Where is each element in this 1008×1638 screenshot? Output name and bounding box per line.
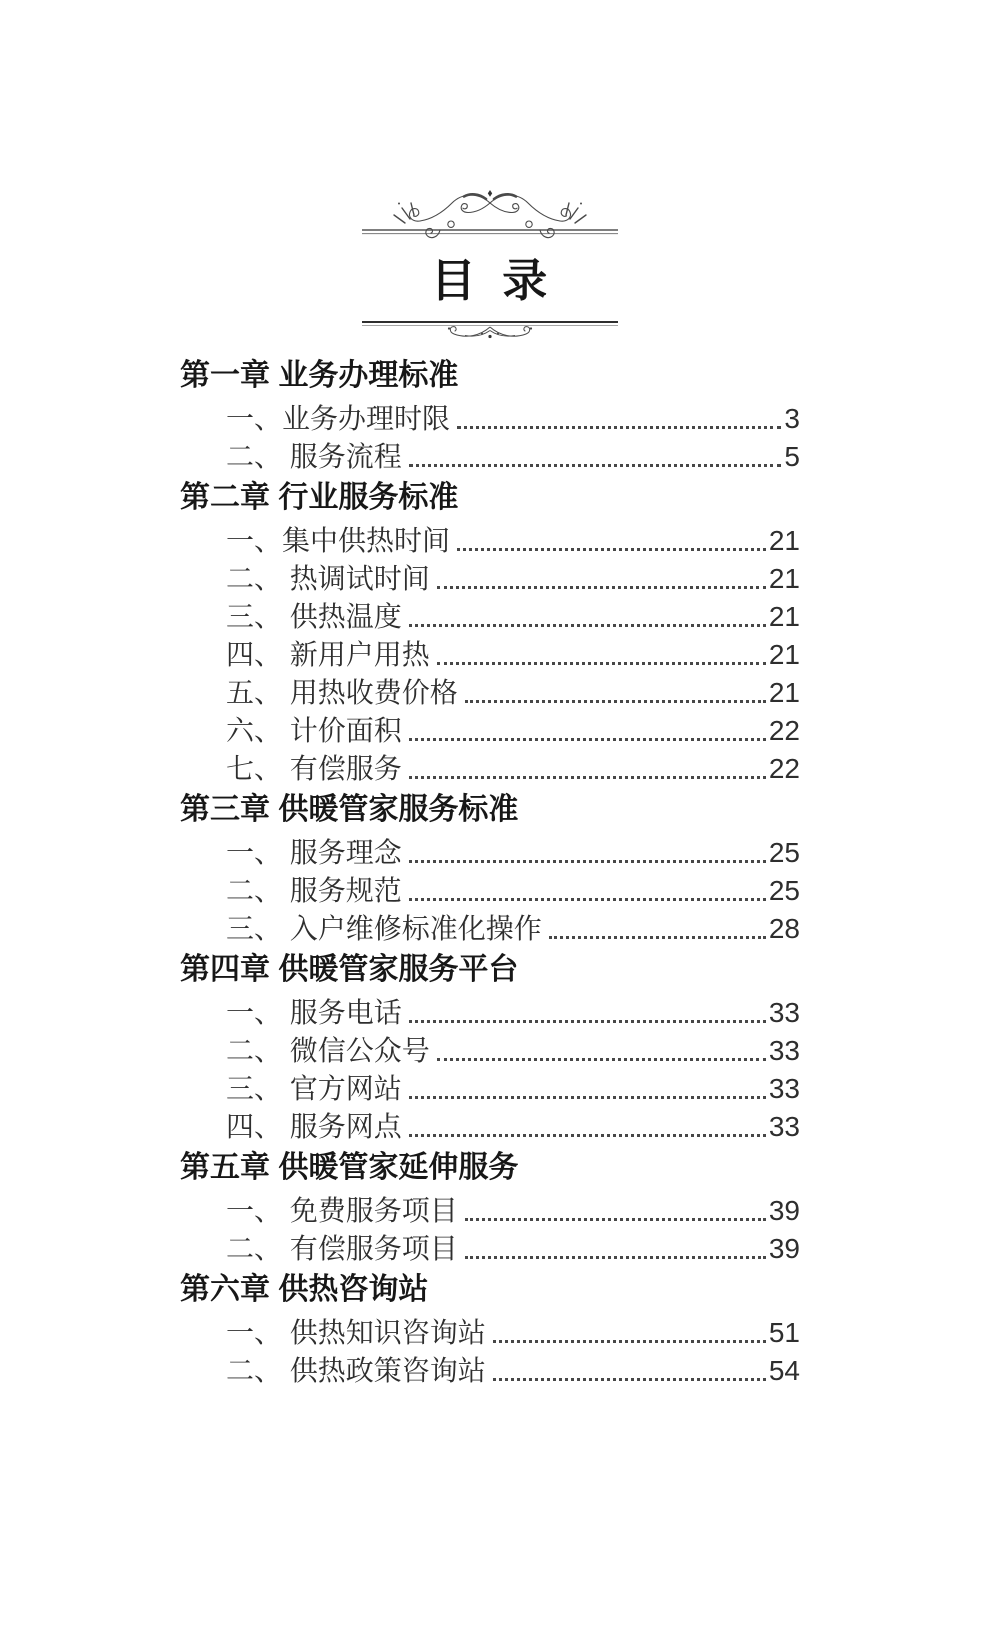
toc-item (180, 1351, 800, 1389)
chapter-title: 第四章 供暖管家服务平台 (180, 953, 519, 986)
toc-item-label: 一、业务办理时限 (226, 403, 451, 434)
toc-item-page: 5 (784, 441, 800, 472)
dotted-leader (465, 1218, 766, 1221)
dotted-leader (493, 1378, 766, 1381)
chapter-items (180, 399, 800, 475)
chapter-items (180, 1313, 800, 1389)
chapter-title: 第三章 供暖管家服务标准 (180, 793, 519, 826)
toc-item-label: 一、 供热知识咨询站 (226, 1317, 486, 1348)
toc-item-page: 21 (768, 639, 800, 670)
toc-item-page: 3 (784, 403, 800, 434)
toc-page (180, 188, 800, 1389)
chapter-items (180, 993, 800, 1145)
toc-item-label: 四、 服务网点 (226, 1111, 402, 1142)
toc-item-page: 21 (768, 677, 800, 708)
dotted-leader (409, 860, 766, 863)
toc-item-label: 三、 官方网站 (226, 1073, 402, 1104)
chapter-title: 第五章 供暖管家延伸服务 (180, 1151, 519, 1184)
toc-item-page: 25 (768, 875, 800, 906)
toc-item-page: 39 (768, 1195, 800, 1226)
toc-item-label: 二、 有偿服务项目 (226, 1233, 458, 1264)
toc-item-page: 33 (768, 1035, 800, 1066)
dotted-leader (409, 738, 766, 741)
toc-item-page: 22 (768, 753, 800, 784)
dotted-leader (409, 624, 766, 627)
dotted-leader (457, 548, 766, 551)
toc-item-label: 二、 服务规范 (226, 875, 402, 906)
toc-item (180, 1191, 800, 1229)
toc-list (180, 353, 800, 1389)
toc-item-page: 21 (768, 601, 800, 632)
toc-item (180, 1031, 800, 1069)
toc-item-page: 25 (768, 837, 800, 868)
page-title: 目 录 (430, 255, 550, 306)
toc-chapter (180, 1145, 800, 1267)
toc-item (180, 711, 800, 749)
toc-header (361, 188, 619, 344)
toc-item-label: 三、 供热温度 (226, 601, 402, 632)
toc-item (180, 1069, 800, 1107)
dotted-leader (437, 1058, 766, 1061)
toc-item (180, 521, 800, 559)
toc-chapter (180, 1267, 800, 1389)
toc-item (180, 749, 800, 787)
toc-item-label: 一、 服务电话 (226, 997, 402, 1028)
dotted-leader (409, 1096, 766, 1099)
toc-item (180, 597, 800, 635)
toc-item-page: 28 (768, 913, 800, 944)
toc-item-label: 一、 免费服务项目 (226, 1195, 458, 1226)
toc-chapter (180, 475, 800, 787)
toc-item-page: 33 (768, 997, 800, 1028)
dotted-leader (549, 936, 766, 939)
toc-item (180, 993, 800, 1031)
toc-item-page: 22 (768, 715, 800, 746)
toc-item (180, 871, 800, 909)
dotted-leader (465, 1256, 766, 1259)
chapter-title: 第二章 行业服务标准 (180, 481, 459, 514)
toc-item-page: 33 (768, 1111, 800, 1142)
toc-item (180, 635, 800, 673)
toc-item-label: 七、 有偿服务 (226, 753, 402, 784)
dotted-leader (437, 586, 766, 589)
toc-item-page: 54 (768, 1355, 800, 1386)
toc-item-label: 六、 计价面积 (226, 715, 402, 746)
chapter-title: 第六章 供热咨询站 (180, 1273, 429, 1306)
toc-item (180, 909, 800, 947)
toc-chapter (180, 787, 800, 947)
toc-item-label: 二、 服务流程 (226, 441, 402, 472)
toc-item (180, 399, 800, 437)
toc-item (180, 559, 800, 597)
chapter-items (180, 521, 800, 787)
toc-item-page: 21 (768, 563, 800, 594)
toc-item (180, 437, 800, 475)
toc-item-label: 三、 入户维修标准化操作 (226, 913, 542, 944)
toc-item-label: 一、 服务理念 (226, 837, 402, 868)
toc-item-page: 33 (768, 1073, 800, 1104)
toc-item (180, 1313, 800, 1351)
toc-item (180, 833, 800, 871)
toc-item (180, 1229, 800, 1267)
toc-item-label: 五、 用热收费价格 (226, 677, 458, 708)
dotted-leader (465, 700, 766, 703)
toc-item-label: 二、 热调试时间 (226, 563, 430, 594)
toc-item-page: 39 (768, 1233, 800, 1264)
toc-item-label: 二、 微信公众号 (226, 1035, 430, 1066)
toc-item-page: 51 (768, 1317, 800, 1348)
dotted-leader (409, 1134, 766, 1137)
chapter-items (180, 1191, 800, 1267)
flourish-bottom-icon (361, 320, 619, 344)
toc-item (180, 1107, 800, 1145)
chapter-title: 第一章 业务办理标准 (180, 359, 459, 392)
dotted-leader (457, 426, 781, 429)
toc-item-page: 21 (768, 525, 800, 556)
chapter-items (180, 833, 800, 947)
flourish-top-icon (361, 188, 619, 240)
dotted-leader (493, 1340, 766, 1343)
dotted-leader (409, 776, 766, 779)
toc-item-label: 一、集中供热时间 (226, 525, 451, 556)
dotted-leader (437, 662, 766, 665)
dotted-leader (409, 464, 782, 467)
toc-chapter (180, 947, 800, 1145)
toc-chapter (180, 353, 800, 475)
dotted-leader (409, 898, 766, 901)
dotted-leader (409, 1020, 766, 1023)
toc-item-label: 四、 新用户用热 (226, 639, 430, 670)
toc-item (180, 673, 800, 711)
toc-item-label: 二、 供热政策咨询站 (226, 1355, 486, 1386)
